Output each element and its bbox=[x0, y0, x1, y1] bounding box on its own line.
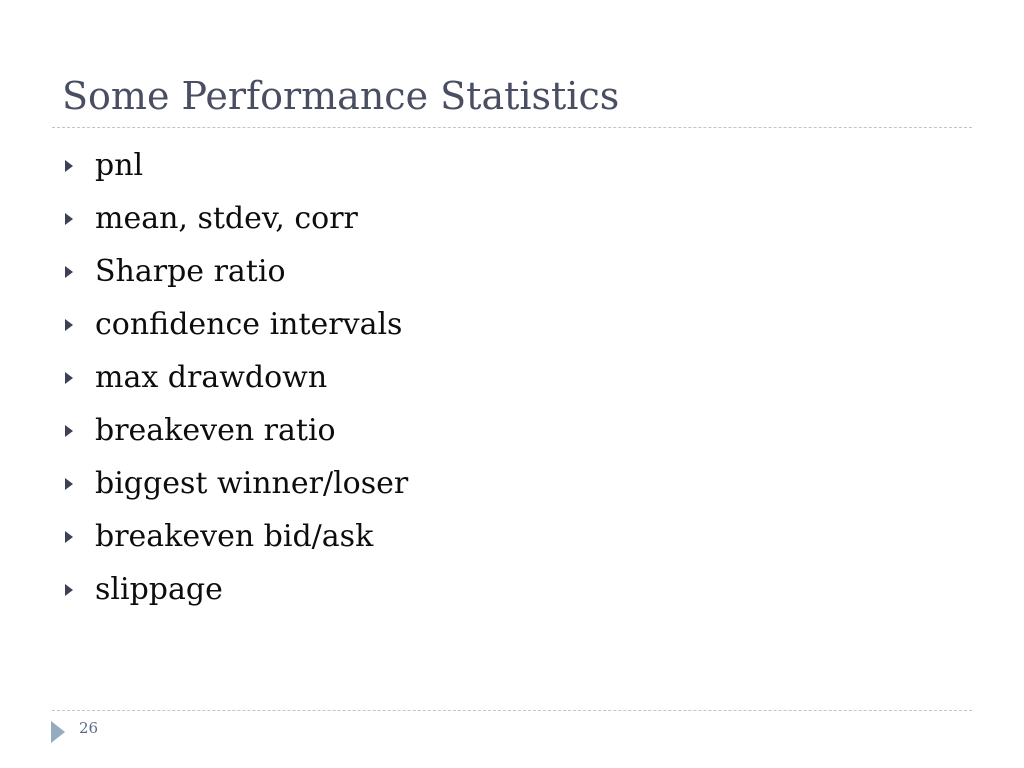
bullet-text: breakeven ratio bbox=[95, 413, 336, 448]
bullet-text: max drawdown bbox=[95, 360, 328, 395]
triangle-right-icon bbox=[65, 531, 73, 543]
slide-title: Some Performance Statistics bbox=[62, 74, 620, 118]
triangle-right-icon bbox=[65, 213, 73, 225]
triangle-right-icon bbox=[65, 160, 73, 172]
bullet-item bbox=[62, 298, 408, 351]
triangle-right-icon bbox=[65, 266, 73, 278]
bullet-text: mean, stdev, corr bbox=[95, 201, 358, 236]
bullet-text: slippage bbox=[95, 572, 223, 607]
triangle-right-icon bbox=[65, 372, 73, 384]
bullet-list bbox=[62, 139, 408, 616]
triangle-right-icon bbox=[51, 721, 65, 743]
bullet-text: pnl bbox=[95, 148, 144, 183]
bullet-item bbox=[62, 351, 408, 404]
bullet-item bbox=[62, 563, 408, 616]
footer-divider bbox=[52, 710, 972, 711]
page-number: 26 bbox=[79, 719, 99, 737]
bullet-text: confidence intervals bbox=[95, 307, 403, 342]
bullet-item bbox=[62, 457, 408, 510]
bullet-item bbox=[62, 404, 408, 457]
title-divider bbox=[52, 127, 972, 128]
triangle-right-icon bbox=[65, 584, 73, 596]
bullet-item bbox=[62, 192, 408, 245]
triangle-right-icon bbox=[65, 425, 73, 437]
bullet-item bbox=[62, 139, 408, 192]
bullet-item bbox=[62, 245, 408, 298]
bullet-item bbox=[62, 510, 408, 563]
bullet-text: biggest winner/loser bbox=[95, 466, 409, 501]
bullet-text: breakeven bid/ask bbox=[95, 519, 374, 554]
triangle-right-icon bbox=[65, 319, 73, 331]
bullet-text: Sharpe ratio bbox=[95, 254, 286, 289]
triangle-right-icon bbox=[65, 478, 73, 490]
